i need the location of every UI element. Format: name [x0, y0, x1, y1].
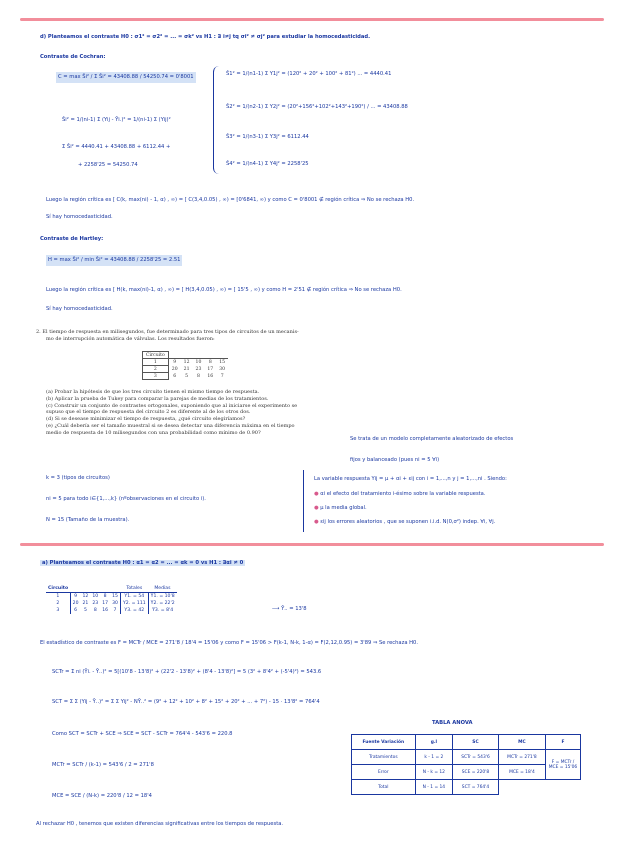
- table-row: Total N - 1 = 14 SCT = 764'4: [352, 780, 581, 795]
- anova-header: Fuente Variación: [352, 735, 416, 750]
- s4-value: Ŝ4² = 1/(n4-1) Σ Y4j² = 2258'25: [226, 161, 309, 167]
- table-row: 3 6 5 8 16 7 Y3. = 42 Ȳ3. = 8'4: [46, 607, 177, 614]
- k-note: k = 3 (tipos de circuitos): [46, 475, 110, 481]
- cochran-title: Contraste de Cochran:: [40, 54, 106, 60]
- part-d-heading: d) Planteamos el contraste H0 : σ1² = σ2² = ... = σk² vs H1 : ∃ i≠j tq σi² ≠ σj² para estudiar la homocedasticidad.: [40, 34, 371, 40]
- top-divider: [20, 18, 604, 21]
- brace: [213, 66, 220, 174]
- bullet-1: ● αi el efecto del tratamiento i-ésimo sobre la variable respuesta.: [314, 491, 486, 497]
- data-table: [46, 585, 177, 614]
- problem-item-e: (e) ¿Cuál debería ser el tamaño muestral si se desea detectar una diferencia máxima en el tiempo: [46, 422, 295, 429]
- problem-table: [142, 351, 228, 380]
- sce-line: Como SCT = SCTr + SCE ⇒ SCE = SCT - SCTr = 764'4 - 543'6 = 220.8: [52, 731, 233, 737]
- anova-table: [351, 734, 581, 795]
- problem-items: [46, 389, 297, 436]
- sctr-line: SCTr = Σ ni (Ȳi. - Ȳ..)² = 5[(10'8 - 13'8)² + (22'2 - 13'8)² + (8'4 - 13'8)²] = 5 (3² + 8'4² + (-5'4)²) = 543.6: [52, 669, 322, 675]
- n-note: N = 15 (Tamaño de la muestra).: [46, 517, 130, 523]
- problem-item-a: (a) Probar la hipótesis de que los tres circuito tienen el mismo tiempo de respuesta.: [46, 389, 260, 395]
- hartley-final: Sí hay homocedasticidad.: [46, 306, 113, 312]
- mce-line: MCE = SCE / (N-k) = 220'8 / 12 = 18'4: [52, 793, 152, 799]
- table-row: Tratamientos k - 1 = 2 SCTr = 543'6 MCTr = 271'8 F = MCTr / MCE = 15'06: [352, 750, 581, 765]
- sct-line: SCT = Σ Σ (Yij - Ȳ..)² = Σ Σ Yij² - NȲ..² = (9² + 12² + 10² + 8² + 15² + 20² + ... + 7²) - 15 · 13'8² = 764'4: [52, 699, 320, 705]
- cochran-conclusion: Luego la región crítica es [ C(k, max(ni) - 1, α) , ∞) = [ C(3,4,0.05) , ∞) = [0'6841, ∞) y como C = 0'8001 ∉ región crítica ⇒ No se rechaza H0.: [46, 197, 415, 203]
- anova-header: g.l: [415, 735, 453, 750]
- col-means: Medias: [148, 585, 177, 593]
- problem-item-c-cont: supuso que el tiempo de respuesta del circuito 2 es diferente al de los otros dos.: [46, 409, 251, 416]
- vertical-divider: [303, 470, 304, 532]
- hartley-conclusion: Luego la región crítica es [ H(k, max(ni)-1, α) , ∞) = [ H(3,4,0.05) , ∞) = [ 15'5 , ∞) y como H = 2'51 ∉ región crítica ⇒ No se rechaza H0.: [46, 287, 402, 293]
- anova-header: SC: [453, 735, 499, 750]
- anova-header: MC: [498, 735, 545, 750]
- table-row: 2 20 21 23 17 30: [143, 366, 229, 373]
- s1-value: Ŝ1² = 1/(n1-1) Σ Y1j² = (120² + 20² + 100² + 81²) ... = 4440.41: [226, 71, 392, 77]
- final-conclusion: Al rechazar H0 , tenemos que existen diferencias significativas entre los tiempos de respuesta.: [36, 821, 284, 827]
- s3-value: Ŝ3² = 1/(n3-1) Σ Y3j² = 6112.44: [226, 134, 309, 140]
- anova-title: TABLA ANOVA: [432, 720, 473, 726]
- problem-item-b: (b) Aplicar la prueba de Tukey para comparar la parejas de medias de los tratamientos.: [46, 395, 269, 402]
- problem-intro-1: 2. El tiempo de respuesta en milisegundos, fue determinado para tres tipos de circuitos de un mecanis-: [36, 329, 299, 335]
- sum-line-2: + 2258'25 = 54250.74: [78, 162, 138, 168]
- cochran-final: Sí hay homocedasticidad.: [46, 214, 113, 220]
- ni-note: ni = 5 para todo i∈{1,...,k} (nºobservaciones en el circuito i).: [46, 496, 206, 502]
- table-row: 1 9 12 10 8 15 Y1. = 54 Ȳ1. = 10'8: [46, 593, 177, 601]
- table-row: 1 9 12 10 8 15: [143, 359, 229, 366]
- section-divider: [20, 543, 604, 546]
- table-row: Error N - k = 12 SCE = 220'8 MCE = 18'4: [352, 765, 581, 780]
- anova-header: F: [546, 735, 581, 750]
- col-totals: Totales: [120, 585, 148, 593]
- problem-item-d: (d) Si se desease minimizar el tiempo de respuesta, ¿qué circuito elegiríamos?: [46, 416, 246, 422]
- problem-item-e-cont: medio de respuesta de 10 milisegundos con una probabilidad como mínimo de 0.90?: [46, 429, 261, 436]
- bullet-2: ● μ la media global.: [314, 505, 367, 511]
- model-line-2: fijos y balanceado (pues ni = 5 ∀i): [350, 457, 440, 463]
- variable-line: La variable respuesta Yij = μ + αi + εij con i = 1,...,n y j = 1,...,ni . Siendo:: [314, 476, 507, 482]
- part-a-heading: a) Planteamos el contraste H0 : α1 = α2 = ... = αk = 0 vs H1 : ∃αi ≠ 0: [42, 560, 244, 566]
- sum-line-1: Σ Ŝi² = 4440.41 + 43408.88 + 6112.44 +: [62, 144, 171, 150]
- table-header: Circuito: [143, 352, 169, 359]
- mctr-line: MCTr = SCTr / (k-1) = 543'6 / 2 = 271'8: [52, 762, 154, 768]
- bullet-3: ● εij los errores aleatorios , que se suponen i.i.d. N(0,σ²) indep. ∀i, ∀j.: [314, 519, 496, 525]
- c-formula: C = max Ŝi² / Σ Ŝi² = 43408.88 / 54250.74 = 0'8001: [56, 72, 196, 83]
- h-formula: H = max Ŝi² / min Ŝi² = 43408.88 / 2258'25 = 2.51: [46, 255, 182, 266]
- hartley-title: Contraste de Hartley:: [40, 236, 104, 242]
- grand-mean: ⟶ Ȳ.. = 13'8: [272, 606, 307, 612]
- problem-intro-2: mo de interrupción automática de válvulas. Los resultados fueron:: [46, 336, 215, 342]
- s2-value: Ŝ2² = 1/(n2-1) Σ Y2j² = (20²+156²+102²+143²+190²) / ... = 43408.88: [226, 104, 408, 110]
- col-circuit: Circuito: [48, 586, 69, 591]
- si-definition: Ŝi² = 1/(ni-1) Σ (Yij - Ȳi.)² = 1/(ni-1) Σ (Yij)²: [62, 117, 171, 123]
- table-row: 2 20 21 23 17 30 Y2. = 111 Ȳ2. = 22'2: [46, 600, 177, 607]
- model-line-1: Se trata de un modelo completamente aleatorizado de efectos: [350, 436, 514, 442]
- f-statistic-line: El estadístico de contraste es F = MCTr / MCE = 271'8 / 18'4 = 15'06 y como F = 15'06 > F(k-1, N-k, 1-α) = F(2,12,0.95) = 3'89 ⇒ Se rechaza H0.: [40, 640, 419, 646]
- table-row: 3 6 5 8 16 7: [143, 373, 229, 380]
- problem-item-c: (c) Construir un conjunto de contrastes ortogonales, suponiendo que al iniciarse el experimento se: [46, 402, 298, 409]
